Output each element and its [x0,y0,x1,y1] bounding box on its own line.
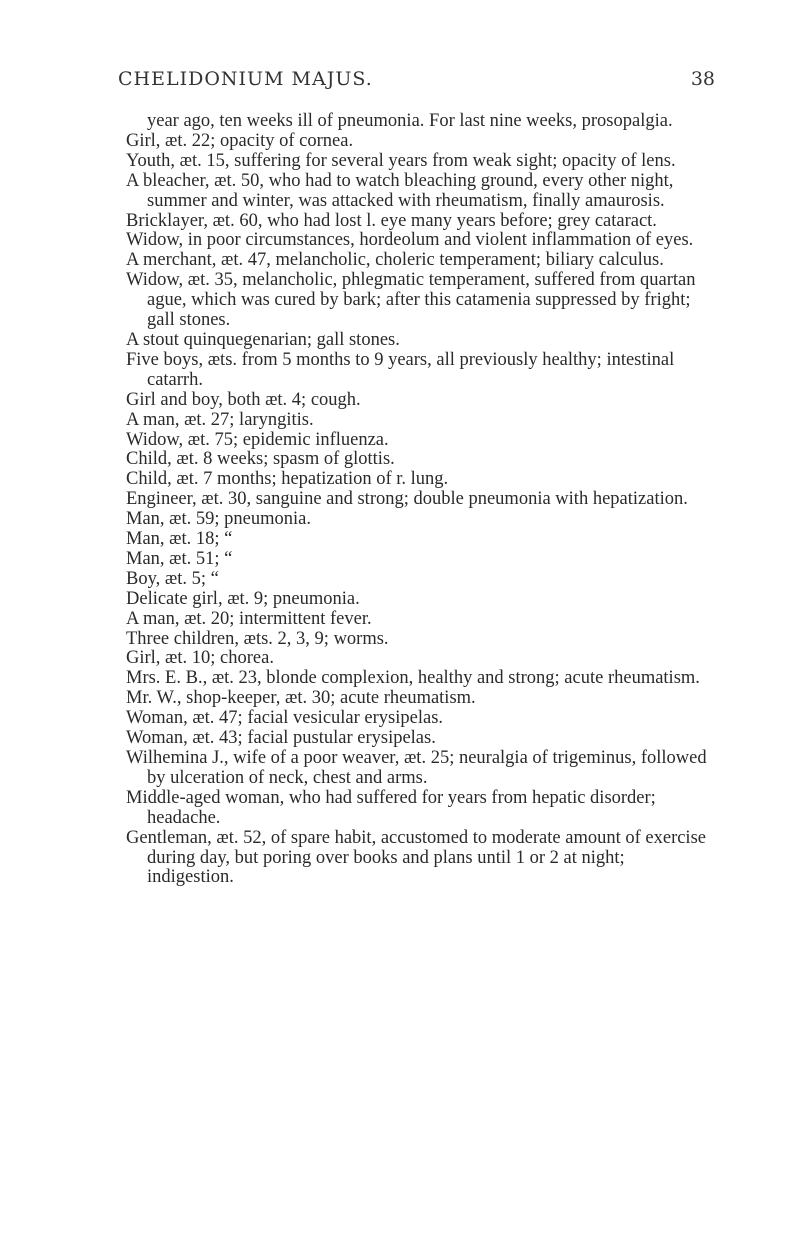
case-entry: Girl, æt. 10; chorea. [126,648,274,669]
case-entry: Youth, æt. 15, suffering for several years from weak sight; opacity of lens. [126,150,676,171]
case-list [126,112,716,888]
case-entry: Five boys, æts. from 5 months to 9 years, all previously healthy; intestinal catarrh. [126,349,675,390]
case-entry: Widow, æt. 35, melancholic, phlegmatic temperament, suffered from quartan ague, which was cured by bark; after this catamenia suppressed by fright; gall stones. [126,270,696,331]
case-entry: Wilhemina J., wife of a poor weaver, æt. 25; neuralgia of trigeminus, followed by ulceration of neck, chest and arms. [126,748,707,788]
case-entry: Mrs. E. B., æt. 23, blonde complexion, healthy and strong; acute rheumatism. [126,668,700,689]
case-entry: Man, æt. 51; “ [126,548,233,569]
case-entry: Three children, æts. 2, 3, 9; worms. [126,628,389,649]
case-entry: Child, æt. 7 months; hepatization of r. lung. [126,469,449,490]
case-entry: Boy, æt. 5; “ [126,568,219,589]
case-entry: Girl and boy, both æt. 4; cough. [126,389,361,410]
case-entry: Middle-aged woman, who had suffered for years from hepatic disorder; headache. [126,787,656,828]
case-entry: A man, æt. 20; intermittent fever. [126,608,372,629]
case-entry: Bricklayer, æt. 60, who had lost l. eye many years before; grey cataract. [126,210,657,231]
page-number: 38 [690,68,715,90]
case-entry: Woman, æt. 43; facial pustular erysipelas. [126,728,436,749]
case-entry: Gentleman, æt. 52, of spare habit, accustomed to moderate amount of exercise during day, but poring over books and plans until 1 or 2 at night; indigestion. [126,827,706,888]
case-entry: Delicate girl, æt. 9; pneumonia. [126,588,360,609]
case-entry: Mr. W., shop-keeper, æt. 30; acute rheumatism. [126,688,476,709]
case-entry: year ago, ten weeks ill of pneumonia. For last nine weeks, prosopalgia. [147,111,673,131]
case-entry: Widow, in poor circumstances, hordeolum and violent inflammation of eyes. [126,230,694,251]
case-entry: A bleacher, æt. 50, who had to watch bleaching ground, every other night, summer and winter, was attacked with rheumatism, finally amaurosis. [126,170,674,211]
case-entry: Widow, æt. 75; epidemic influenza. [126,429,389,450]
case-entry: Man, æt. 59; pneumonia. [126,509,311,530]
case-entry: Child, æt. 8 weeks; spasm of glottis. [126,449,395,470]
case-entry: Engineer, æt. 30, sanguine and strong; double pneumonia with hepatization. [126,489,688,510]
case-entry: A merchant, æt. 47, melancholic, choleric temperament; biliary calculus. [126,250,664,271]
case-entry: Man, æt. 18; “ [126,529,233,550]
case-entry: Girl, æt. 22; opacity of cornea. [126,130,354,151]
running-title: CHELIDONIUM MAJUS. [118,68,373,90]
case-entry: Woman, æt. 47; facial vesicular erysipelas. [126,708,444,729]
page-header [118,68,715,98]
case-entry: A man, æt. 27; laryngitis. [126,409,314,430]
case-entry: A stout quinquegenarian; gall stones. [126,329,400,350]
